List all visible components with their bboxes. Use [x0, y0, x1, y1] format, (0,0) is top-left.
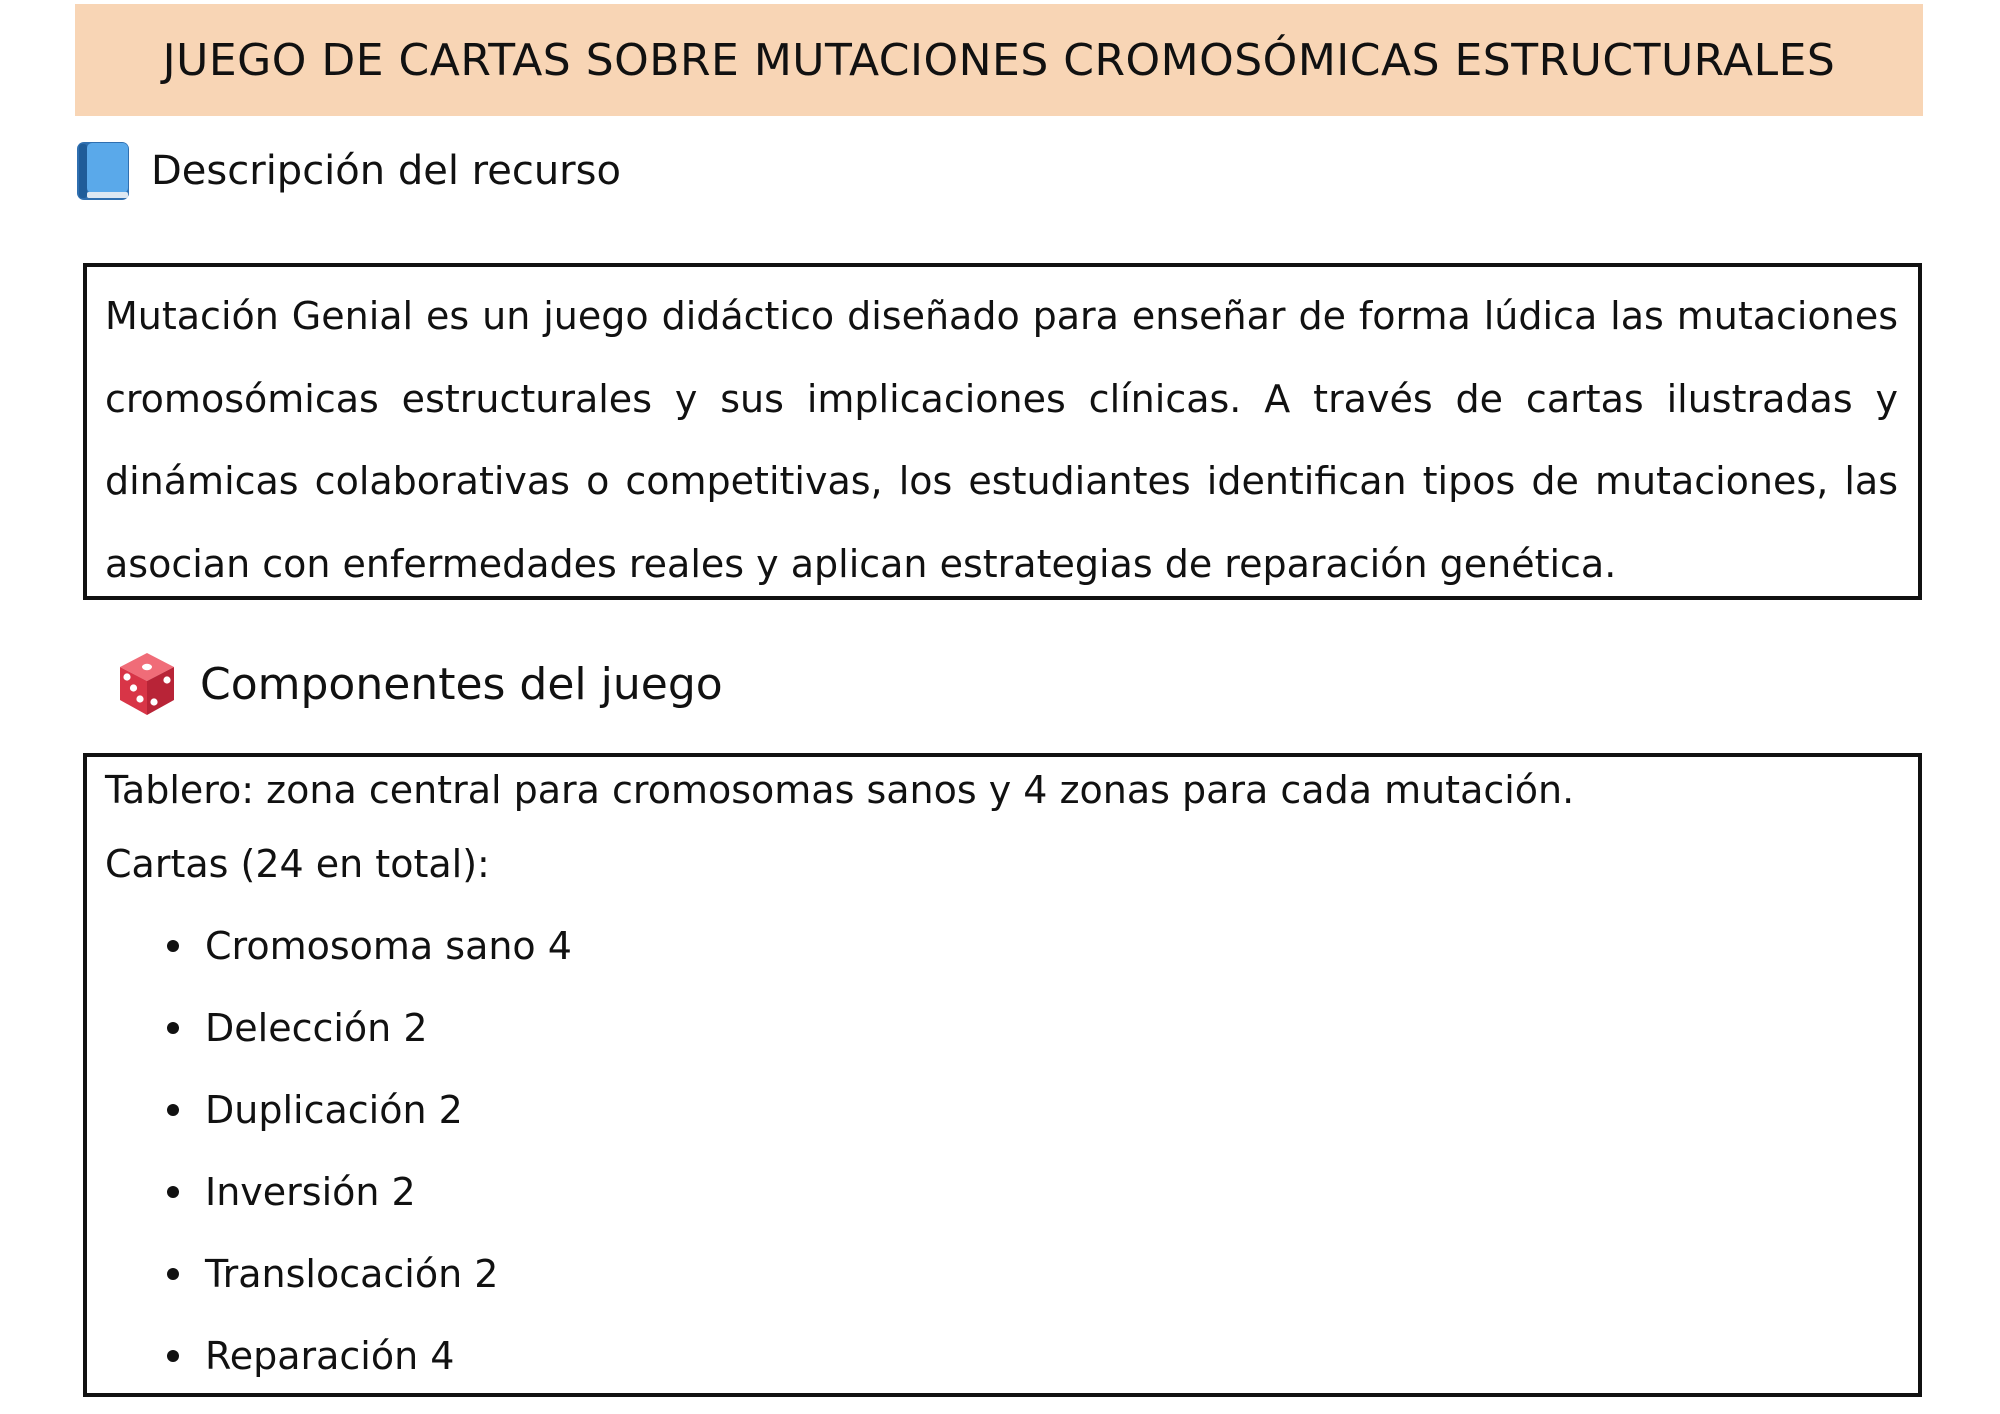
- list-item: [105, 1233, 1898, 1315]
- title-banner: [75, 4, 1923, 116]
- description-heading-label: Descripción del recurso: [151, 148, 621, 194]
- blue-book-icon: [75, 140, 131, 202]
- card-label: Translocación 2: [205, 1252, 499, 1296]
- cards-total: Cartas (24 en total):: [105, 842, 490, 886]
- bullet: [167, 1104, 179, 1116]
- bullet: [167, 1186, 179, 1198]
- bullet: [167, 1268, 179, 1280]
- cards-list: [105, 905, 1898, 1397]
- bullet: [167, 1350, 179, 1362]
- components-heading: [118, 648, 723, 720]
- description-box: [83, 263, 1922, 600]
- bullet: [167, 1022, 179, 1034]
- list-item: [105, 1315, 1898, 1397]
- list-item: [105, 1151, 1898, 1233]
- list-item: [105, 1069, 1898, 1151]
- list-item: [105, 987, 1898, 1069]
- card-label: Reparación 4: [205, 1334, 455, 1378]
- components-box: [83, 753, 1922, 1397]
- bullet: [167, 940, 179, 952]
- card-label: Inversión 2: [205, 1170, 416, 1214]
- card-label: Cromosoma sano 4: [205, 924, 572, 968]
- card-label: Delección 2: [205, 1006, 428, 1050]
- components-heading-label: Componentes del juego: [200, 658, 723, 710]
- page-title: JUEGO DE CARTAS SOBRE MUTACIONES CROMOSÓMICAS ESTRUCTURALES: [162, 34, 1836, 86]
- description-heading: [75, 140, 621, 202]
- description-text: Mutación Genial es un juego didáctico diseñado para enseñar de forma lúdica las mutaciones cromosómicas estructurales y sus implicaciones clínicas. A través de cartas ilustradas y dinámicas colaborativas o competitivas, los estudiantes identifican tipos de mutaciones, las asocian con enfermedades reales y aplican estrategias de reparación genética.: [105, 294, 1898, 586]
- list-item: [105, 905, 1898, 987]
- board-description: Tablero: zona central para cromosomas sanos y 4 zonas para cada mutación.: [105, 768, 1575, 812]
- card-label: Duplicación 2: [205, 1088, 463, 1132]
- dice-icon: [118, 651, 176, 717]
